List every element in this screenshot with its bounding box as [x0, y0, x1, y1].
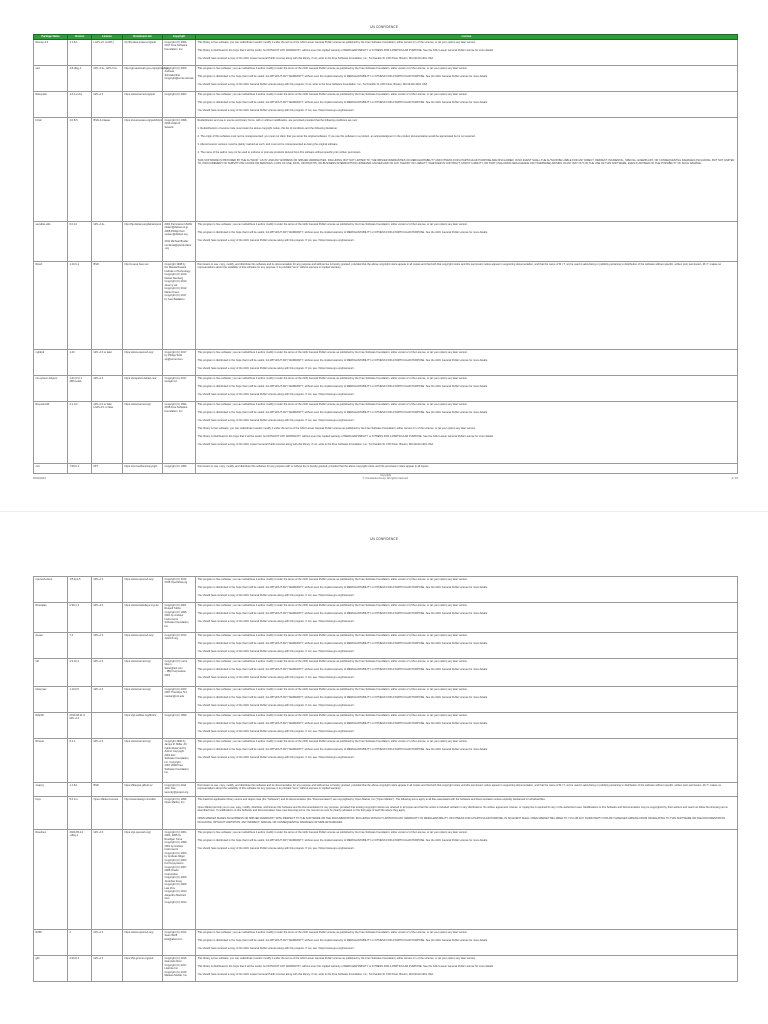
license-paragraph: This program is free software; you can redistribute it and/or modify it under the terms of the GNU General Public License as published by the Free Software Foundation; either version 2 of the License, or (at your option) any later version.	[197, 222, 468, 226]
copyright-cell: Copyright (C) 1999	[163, 713, 196, 739]
download-link-cell[interactable]: https://www.openssh.org/	[123, 350, 163, 376]
license-paragraph: This program is distributed in the hope that it will be useful, but WITHOUT ANY WARRANTY; without even the implied warranty of MERCHANTABILITY or FITNESS FOR A PARTICULAR PURPOSE. See the GNU General Public License for more details.	[197, 585, 488, 589]
download-link-cell[interactable]: https://git.netfilter.org/libnfn/	[123, 713, 163, 739]
license-cell: Open Market License	[92, 797, 123, 830]
package-name-cell: sdl	[34, 659, 68, 687]
version-cell: 1.43	[68, 350, 92, 376]
license-paragraph: This library is distributed in the hope that it will be useful, but WITHOUT ANY WARRANTY; without even the implied warranty of MERCHANTABILITY or FITNESS FOR A PARTICULAR PURPOSE. See the GNU Lesser General Public License for more details.	[197, 964, 494, 968]
table-row	[34, 262, 738, 350]
license-cell: GPL-2.0	[92, 633, 123, 659]
table-row	[34, 783, 738, 797]
confidentiality-label: UN CONFIDENCE	[370, 25, 398, 29]
version-cell: 2020-05-14 +dfsg-1	[68, 830, 92, 930]
package-name-cell: lotterysec	[34, 687, 68, 713]
license-cell: BSD	[92, 262, 123, 350]
copyright-cell: Copyright (C) 1991- 2018 Free Software Foundation, Inc.	[163, 402, 196, 464]
download-link-cell[interactable]: https://www.thekelleys.org.uk/	[123, 603, 163, 633]
license-cell: GPL-2.0+	[92, 222, 123, 262]
package-name-cell: glib	[34, 956, 68, 982]
column-header: Copyright	[163, 35, 196, 40]
column-header: Download Link	[123, 35, 163, 40]
download-link-cell[interactable]: https://ftp.gnome.org/pub	[123, 956, 163, 982]
copyright-cell: Copyright (C) 2017 Google Inc.	[163, 376, 196, 402]
package-name-cell: libssh	[34, 262, 68, 350]
download-link-cell[interactable]: https://www.openssh.org/	[123, 930, 163, 956]
package-name-cell: bzip2	[34, 118, 68, 222]
copyright-cell: Copyright (C) 2011 John Doe security@project.org	[163, 783, 196, 797]
download-link-cell[interactable]: https://libexpat.github.io/	[123, 783, 163, 797]
table-row	[34, 577, 738, 603]
column-header: Version	[68, 35, 92, 40]
footer-copyright	[33, 474, 738, 480]
download-link-cell[interactable]: https://curl.se/docs/copyright	[123, 464, 163, 474]
copyright-cell: Copyright (C) 2017 by Philipp Stolz spi@some.dom	[163, 350, 196, 376]
download-link-cell[interactable]: https://www.kernel.org/pub	[123, 92, 163, 118]
license-text-cell	[196, 603, 738, 633]
package-name-cell: libsoup-4.0	[34, 40, 68, 66]
license-cell: GPL-2.0	[92, 659, 123, 687]
document-page-2	[0, 512, 768, 1024]
license-cell: GPL-2.0 or later LGPL-2.1 or later	[92, 402, 123, 464]
license-cell: GPL-2.0	[92, 92, 123, 118]
package-name-cell: snappy	[34, 783, 68, 797]
download-link-cell[interactable]: https://git.openssh.org/	[123, 830, 163, 930]
table-row	[34, 402, 738, 464]
license-text-cell	[196, 577, 738, 603]
license-paragraph: This program is free software; you can redistribute it and/or modify it under the terms of the GNU General Public License as published by the Free Software Foundation; either version 2 of the License, or (at your option) any later version.	[197, 376, 468, 380]
license-paragraph: THIS SOFTWARE IS PROVIDED BY THE AUTHOR ``AS IS'' AND ANY EXPRESS OR IMPLIED WARRANTIES, INCLUDING, BUT NOT LIMITED TO, THE IMPLIED WARRANTIES OF MERCHANTABILITY AND FITNESS FOR A PARTICULAR PURPOSE ARE DISCLAIMED. IN NO EVENT SHALL THE AUTHOR BE LIABLE FOR ANY DIRECT, INDIRECT, INCIDENTAL, SPECIAL, EXEMPLARY, OR CONSEQUENTIAL DAMAGES (INCLUDING, BUT NOT LIMITED TO, PROCUREMENT OF SUBSTITUTE GOODS OR SERVICES; LOSS OF USE, DATA, OR PROFITS; OR BUSINESS INTERRUPTION) HOWEVER CAUSED AND ON ANY THEORY OF LIABILITY, WHETHER IN CONTRACT, STRICT LIABILITY, OR TORT (INCLUDING NEGLIGENCE OR OTHERWISE) ARISING IN ANY WAY OUT OF THE USE OF THIS SOFTWARE, EVEN IF ADVISED OF THE POSSIBILITY OF SUCH DAMAGE.	[197, 158, 735, 165]
license-cell: LGPL-2.1 (LGPL)	[92, 40, 123, 66]
license-paragraph: This program is free software; you can redistribute it and/or modify it under the terms of the GNU General Public License as published by the Free Software Foundation; either version 2 of the License, or (at your option) any later version.	[197, 739, 468, 743]
version-cell: 2.9.10-1	[68, 659, 92, 687]
version-cell: 1.10.0.5	[68, 687, 92, 713]
version-cell: 1.6.1-2+b1	[68, 92, 92, 118]
package-name-cell: libnetplan	[34, 603, 68, 633]
license-text-cell	[196, 713, 738, 739]
copyright-cell: Copyright (C) 2020 2007 Theodore Ts'o macker@mit.edu	[163, 687, 196, 713]
package-name-cell: libffi8	[34, 930, 68, 956]
license-paragraph: This program is free software; you can redistribute it and/or modify it under the terms of the GNU General Public License as published by the Free Software Foundation; either version 3 of the License, or (at your option) any later version.	[197, 603, 468, 607]
package-name-cell: da-tee	[34, 633, 68, 659]
license-paragraph: You should have received a copy of the GNU General Public License along with this program. If not, see <https://www.gnu.org/licenses/>.	[197, 703, 355, 707]
license-text-cell	[196, 464, 738, 474]
table-row	[34, 376, 738, 402]
license-paragraph: Permission to use, copy, modify, and distribute this software and its documentation for any purpose and without fee is hereby granted, provided that the above copyright notice appear in all copies and that both that copyright notice and this permission notice appear in supporting documentation, and that the name of M.I.T. not be used in advertising or publicity pertaining to distribution of the software without specific, written prior permission. M.I.T. makes no representations about the suitability of this software for any purpose. It is provided "as is" without express or implied warranty.	[197, 783, 722, 790]
license-cell: GPL-2.0	[92, 376, 123, 402]
license-paragraph: Redistribution and use in source and binary forms, with or without modification, are permitted provided that the following conditions are met:	[197, 118, 358, 122]
license-paragraph: This program is free software; you can redistribute it and/or modify it under the terms of the GNU General Public License as published by the Free Software Foundation; either version 2 of the License, or (at your option) any later version.	[197, 687, 468, 691]
column-header: Package Name	[34, 35, 68, 40]
license-paragraph: This program is distributed in the hope that it will be useful, but WITHOUT ANY WARRANTY; without even the implied warranty of MERCHANTABILITY or FITNESS FOR A PARTICULAR PURPOSE. See the GNU General Public License for more details.	[197, 611, 488, 615]
copyright-cell: Copyright (C) 2001 Russell Tubbs Copyright (C) 1995, 2001 by Andrew Instruments Software Foundation, Inc.	[163, 603, 196, 633]
table-row	[34, 464, 738, 474]
license-paragraph: You should have received a copy of the GNU General Public License along with this program. If not, see <https://www.gnu.org/licenses/>.	[197, 649, 355, 653]
version-cell: 2010-08-11-5 GPL-2.0	[68, 713, 92, 739]
package-name-cell: sed	[34, 66, 68, 92]
license-paragraph: This library is distributed in the hope that it will be useful, but WITHOUT ANY WARRANTY; without even the implied warranty of MERCHANTABILITY or FITNESS FOR A PARTICULAR PURPOSE. See the GNU Lesser General Public License for more details.	[197, 48, 494, 52]
license-paragraph: This program is free software; you can redistribute it and/or modify it under the terms of the GNU General Public License as published by the Free Software Foundation; either version 2 of the License, or (at your option) any later version.	[197, 659, 468, 663]
footer-copyright-line: Copyright	[379, 474, 392, 477]
confidentiality-label: UN CONFIDENCE	[370, 537, 398, 541]
license-paragraph: You should have received a copy of the GNU General Public License along with this program. If not, see <https://www.gnu.org/licenses/>.	[197, 755, 355, 759]
license-paragraph: This program is distributed in the hope that it will be useful, but WITHOUT ANY WARRANTY; without even the implied warranty of MERCHANTABILITY or FITNESS FOR A PARTICULAR PURPOSE. See the GNU General Public License for more details.	[197, 667, 488, 671]
license-text-cell	[196, 659, 738, 687]
download-link-cell[interactable]: https://sourceware.org/pub/bzip2	[123, 118, 163, 222]
table-row	[34, 66, 738, 92]
license-paragraph: You should have received a copy of the GNU General Public License along with this program. If not, see <https://www.gnu.org/licenses/>.	[197, 392, 355, 396]
license-paragraph: You should have received a copy of the GNU General Public License along with this program. If not, see <https://www.gnu.org/licenses/>.	[197, 418, 355, 422]
copyright-cell: Copyright (C) 2015 Giancarlo Ravi Copyright (C) 2017 Litebrite Inc. Copyright (C) 2019 Mattess Mobile, Inc.	[163, 956, 196, 982]
license-paragraph: This program is free software; you can redistribute it and/or modify it under the terms of the GNU General Public License as published by the Free Software Foundation; either version 2 of the License, or (at your option) any later version.	[197, 402, 468, 406]
license-text-cell	[196, 687, 738, 713]
license-paragraph: This program is free software; you can redistribute it and/or modify it under the terms of the GNU General Public License as published by the Free Software Foundation; either version 2 of the License, or (at your option) any later version.	[197, 577, 468, 581]
package-name-cell: libsystemd0	[34, 402, 68, 464]
table-row	[34, 92, 738, 118]
license-cell: MIT	[92, 464, 123, 474]
license-paragraph: This library is free software; you can redistribute it and/or modify it under the terms of the GNU Lesser General Public License as published by the Free Software Foundation; either version 2.1 of the License, or (at your option) any later version.	[197, 956, 476, 960]
license-paragraph: You should have received a copy of the GNU General Public License along with this program. If not, see <https://www.gnu.org/licenses/>.	[197, 946, 355, 950]
copyright-cell: Copyright (C) Lorrie Glenn Seiler@aol.com -- IBM Corporation 2001	[163, 659, 196, 687]
license-paragraph: This program is distributed in the hope that it will be useful, but WITHOUT ANY WARRANTY; without even the implied warranty of MERCHANTABILITY or FITNESS FOR A PARTICULAR PURPOSE. See the GNU General Public License for more details.	[197, 641, 488, 645]
license-paragraph: This program is free software; you can redistribute it and/or modify it under the terms of the GNU General Public License as published by the Free Software Foundation; either version 2 of the License, or (at your option) any later version.	[197, 92, 468, 96]
license-cell: GPL-2.0	[92, 930, 123, 956]
download-link-cell[interactable]: https://snapshot.debian.net/	[123, 376, 163, 402]
version-cell: 0.0.14	[68, 222, 92, 262]
package-name-cell: bsys	[34, 797, 68, 830]
license-cell: GPL-3.0	[92, 603, 123, 633]
license-paragraph: 1. Redistributions of source code must retain the above copyright notice, this list of conditions and the following disclaimer.	[197, 126, 338, 130]
license-paragraph: This program is free software; you can redistribute it and/or modify it under the terms of the GNU General Public License as published by the Free Software Foundation; either version 3 of the License, or (at your option) any later version.	[197, 66, 468, 70]
download-link-cell[interactable]: https://www.openssh.org/	[123, 577, 163, 603]
license-cell: GPL-2.0	[92, 830, 123, 930]
table-row	[34, 930, 738, 956]
table-row	[34, 118, 738, 222]
package-name-cell: libselinux	[34, 830, 68, 930]
license-text-cell	[196, 40, 738, 66]
license-table-body	[34, 577, 738, 982]
license-cell: BSD	[92, 783, 123, 797]
copyright-cell: Copyright (C) 2013 JohnFX.org	[163, 633, 196, 659]
table-row	[34, 830, 738, 930]
version-cell: 2.66.8-1	[68, 956, 92, 982]
copyright-cell: Copyright (C) 2014 Sean Wolff liriel@abel.com	[163, 930, 196, 956]
license-paragraph: This program is free software; you can redistribute it and/or modify it under the terms of the GNU General Public License as published by the Free Software Foundation; either version 2 of the License, or (at your option) any later version.	[197, 633, 468, 637]
license-paragraph: Open Market permits you to use, copy, modify, distribute, and license this Software and the Documentation for any purpose, provided that existing copyright notices are retained in all copies and that this notice is included verbatim in any distributions. No written agreement, license, or royalty fee is required for any of the authorized uses. Modifications to this Software and Documentation may be copyrighted by their authors and need not follow the licensing terms described here. If modifications to this Software and Documentation have new licensing terms, the new terms must be clearly indicated on the first page of each file where they apply.	[197, 805, 728, 812]
version-cell: 1:8.4p1-5	[68, 577, 92, 603]
copyright-cell: Copyright 1998 by the Massachusetts Institute of Technology. Copyright (C) 2010 Daniel Stenberg Copyright (C) 2013 Jeremy Lal Copyright (C) 2012 Marko Kreen Copyright (C) 2017 by Ivan Baidakou	[163, 262, 196, 350]
license-paragraph: This program is distributed in the hope that it will be useful, but WITHOUT ANY WARRANTY; without even the implied warranty of MERCHANTABILITY or FITNESS FOR A PARTICULAR PURPOSE. See the GNU General Public License for more details.	[197, 358, 488, 362]
license-text-cell	[196, 830, 738, 930]
license-paragraph: You should have received a copy of the GNU General Public License along with this program. If not, see <https://www.gnu.org/licenses/>.	[197, 593, 355, 597]
license-cell: GPL-2.0 or later	[92, 350, 123, 376]
license-text-cell	[196, 739, 738, 783]
license-paragraph: This program is distributed in the hope that it will be useful, but WITHOUT ANY WARRANTY; without even the implied warranty of MERCHANTABILITY or FITNESS FOR A PARTICULAR PURPOSE. See the GNU General Public License for more details.	[197, 721, 488, 725]
license-paragraph: This program is free software; you can redistribute it and/or modify it under the terms of the GNU General Public License as published by the Free Software Foundation; either version 2 of the License, or (at your option) any later version.	[197, 830, 468, 834]
license-text-cell	[196, 350, 738, 376]
license-paragraph: This program is distributed in the hope that it will be useful, but WITHOUT ANY WARRANTY; without even the implied warranty of MERCHANTABILITY or FITNESS FOR A PARTICULAR PURPOSE. See the GNU General Public License for more details.	[197, 410, 488, 414]
license-paragraph: You should have received a copy of the GNU Lesser General Public License along with this library; if not, write to the Free Software Foundation, Inc., 51 Franklin St, Fifth Floor, Boston, MA 02110-1301 USA	[197, 442, 434, 446]
copyright-cell: 2001 Permission UMAS clicker@debian.or.jp 2008 Philipp Kern system@debian.org 2011 Michael Bruder mrcdevel@gbook.fabor .org	[163, 222, 196, 262]
table-row	[34, 687, 738, 713]
license-paragraph: This library is free software; you can redistribute it and/or modify it under the terms of the GNU Lesser General Public License as published by the Free Software Foundation; either version 2.1 of the License, or (at your option) any later version.	[197, 40, 476, 44]
download-link-cell[interactable]: https://www.kernel.org/	[123, 687, 163, 713]
license-paragraph: This program is free software; you can redistribute it and/or modify it under the terms of the GNU General Public License as published by the Free Software Foundation; either version 2 of the License, or (at your option) any later version.	[197, 713, 468, 717]
copyright-cell: Copyright (C) 1996	[163, 464, 196, 474]
copyright-cell: Copyright (C) 2001, 2003, 2005 by Ruediger Tuma Copyright (C) 1999, 2001 by Andrew Instruments Copyright (C) 2003, by Andreas Dilger Copyright (C) 2004 KAI Keysystems Copyright (C) 2007, 2008 Oracle Corporation Copyright (C) 2009 Jonathan Foug Copyright (C) 2009 Lavi Zins Copyright (C) 2013 Alejandro Martinez Goo Copyright (C) 2014	[163, 830, 196, 930]
version-cell: 1.60 (0.0.1 ABC)+deb	[68, 376, 92, 402]
download-link-cell[interactable]: http://git.savannah.gnu.org/cgit/sed.git	[123, 66, 163, 92]
download-link-cell[interactable]: https://www.kernel.org/	[123, 659, 163, 687]
license-paragraph: This program is distributed in the hope that it will be useful, but WITHOUT ANY WARRANTY; without even the implied warranty of MERCHANTABILITY or FITNESS FOR A PARTICULAR PURPOSE. See the GNU General Public License for more details.	[197, 695, 488, 699]
table-row	[34, 633, 738, 659]
table-row	[34, 603, 738, 633]
license-table	[33, 576, 738, 982]
license-paragraph: This program is distributed in the hope that it will be useful, but WITHOUT ANY WARRANTY; without even the implied warranty of MERCHANTABILITY or FITNESS FOR A PARTICULAR PURPOSE. See the GNU General Public License for more details.	[197, 938, 488, 942]
license-paragraph: OPEN MARKET MAKES NO EXPRESS OR IMPLIED WARRANTY WITH RESPECT TO THE SOFTWARE OR THE DOCUMENTATION, INCLUDING WITHOUT LIMITATION ANY WARRANTY OF MERCHANTABILITY OR FITNESS FOR A PARTICULAR PURPOSE. IN NO EVENT SHALL OPEN MARKET BE LIABLE TO YOU OR ANY THIRD PARTY FOR ANY DAMAGES ARISING FROM OR RELATING TO THIS SOFTWARE OR THE DOCUMENTATION, INCLUDING, WITHOUT LIMITATION, ANY INDIRECT, SPECIAL OR CONSEQUENTIAL DAMAGES OR SIMILAR DAMAGES.	[197, 817, 726, 824]
license-paragraph: You should have received a copy of the GNU General Public License along with this program. If not, see <https://www.gnu.org/licenses/>.	[197, 675, 355, 679]
license-cell	[92, 713, 123, 739]
version-cell: 1.1.8-1	[68, 40, 92, 66]
version-cell: 4.8-dfsg-1	[68, 66, 92, 92]
license-text-cell	[196, 930, 738, 956]
table-row	[34, 713, 738, 739]
version-cell: 1.0.8-5	[68, 118, 92, 222]
package-name-cell: libbpfbl	[34, 713, 68, 739]
license-paragraph: This program is distributed in the hope that it will be useful, but WITHOUT ANY WARRANTY; without even the implied warranty of MERCHANTABILITY or FITNESS FOR A PARTICULAR PURPOSE. See the GNU General Public License for more details.	[197, 100, 488, 104]
license-cell: GPL-2.0	[92, 577, 123, 603]
license-paragraph: You should have received a copy of the GNU Lesser General Public License along with this library; if not, write to the Free Software Foundation, Inc., 51 Franklin St, Fifth Floor, Boston, MA 02110-1301 USA	[197, 56, 434, 60]
download-link-cell[interactable]: ftp://ftp.alsa-project.org/pub	[123, 40, 163, 66]
copyright-cell: Copyright (C) 2004	[163, 92, 196, 118]
license-paragraph: You should have received a copy of the GNU General Public License along with this program. If not, see <https://www.gnu.org/licenses/>.	[197, 619, 355, 623]
license-paragraph: You should have received a copy of the GNU General Public License along with this program. If not, see <https://www.gnu.org/licenses/>.	[197, 846, 355, 850]
package-name-cell: libkeyutils	[34, 92, 68, 118]
package-name-cell: init-system-helpers	[34, 376, 68, 402]
version-cell: 1.10.0-1	[68, 262, 92, 350]
license-paragraph: You should have received a copy of the GNU General Public License along with this program. If not, see <https://www.gnu.org/licenses/>.	[197, 729, 355, 733]
license-paragraph: You should have received a copy of the GNU General Public License along with this program. If not, see <https://www.gnu.org/licenses/>.	[197, 238, 355, 242]
table-row	[34, 739, 738, 783]
license-paragraph: This program is distributed in the hope that it will be useful, but WITHOUT ANY WARRANTY; without even the implied warranty of MERCHANTABILITY or FITNESS FOR A PARTICULAR PURPOSE. See the GNU General Public License for more details.	[197, 384, 488, 388]
version-cell: 0.99-1.4	[68, 603, 92, 633]
copyright-cell: Copyright (C) 1996 Open Market, Inc.	[163, 797, 196, 830]
license-text-cell	[196, 92, 738, 118]
version-cell: 7.4	[68, 633, 92, 659]
download-link-cell[interactable]: https://www.openssh.org/	[123, 633, 163, 659]
copyright-cell: Copyright (C) 1991- 2017 Free Software Foundation, Inc.	[163, 40, 196, 66]
table-row	[34, 350, 738, 376]
version-cell: 5.6.0-4	[68, 797, 92, 830]
license-paragraph: You should have received a copy of the GNU Lesser General Public License along with this library; if not, write to the Free Software Foundation, Inc., 51 Franklin St, Fifth Floor, Boston, MA 02110-1301 USA	[197, 972, 434, 976]
license-paragraph: This program is free software; you can redistribute it and/or modify it under the terms of the GNU General Public License as published by the Free Software Foundation; either version 2 of the License, or (at your option) any later version.	[197, 930, 468, 934]
footer-copyright-line: © Constantia Group, All rights reserved.	[362, 477, 409, 480]
version-cell: 7.68.0-1	[68, 464, 92, 474]
license-text-cell	[196, 956, 738, 982]
license-text-cell	[196, 376, 738, 402]
license-paragraph: 2. The origin of this software must not be misrepresented; you must not claim that you wrote the original software. If you use this software in a product, an acknowledgment in the product documentation would be appreciated but is not required.	[197, 134, 476, 138]
license-paragraph: This FastCGI application library source and object code (the "Software") and its documentation (the "Documentation") are copyrighted by Open Market, Inc ("Open Market"). The following terms apply to all files associated with the Software and Documentation unless explicitly disclaimed in individual files.	[197, 797, 546, 801]
version-cell: 6.1-1	[68, 739, 92, 783]
column-header: License	[92, 35, 123, 40]
copyright-cell: Copyright 1990 by James R. Miller. All rights Reserved by Author Copyright 2001 Eric Software Foundation, Inc. Copyright 2007 2008 Free Software Foundation, Inc.	[163, 739, 196, 783]
package-name-cell: openssh-client	[34, 577, 68, 603]
license-paragraph: 3. Altered source versions must be plainly marked as such, and must not be misrepresented as being the original software.	[197, 142, 339, 146]
download-link-cell[interactable]: http://c-ares.haxx.se/	[123, 262, 163, 350]
license-cell: GPL-2.0	[92, 956, 123, 982]
package-name-cell: libreset	[34, 739, 68, 783]
license-table	[33, 34, 738, 474]
copyright-cell: Copyright (C) 1996- 2019 Julian R Seward	[163, 118, 196, 222]
footer-page-number: 4 / 16	[731, 477, 738, 480]
license-cell: GPL-2.0	[92, 687, 123, 713]
license-cell: GPL-3.0+, GPL-3.0+	[92, 66, 123, 92]
license-table-body	[34, 40, 738, 474]
footer-date: 06/11/2024	[33, 477, 46, 480]
license-paragraph: This program is distributed in the hope that it will be useful, but WITHOUT ANY WARRANTY; without even the implied warranty of MERCHANTABILITY or FITNESS FOR A PARTICULAR PURPOSE. See the GNU General Public License for more details.	[197, 838, 488, 842]
download-link-cell[interactable]: http://www.fastcgi.com/dist/	[123, 797, 163, 830]
license-paragraph: This program is distributed in the hope that it will be useful, but WITHOUT ANY WARRANTY; without even the implied warranty of MERCHANTABILITY or FITNESS FOR A PARTICULAR PURPOSE. See the GNU General Public License for more details.	[197, 230, 488, 234]
license-paragraph: You should have received a copy of the GNU General Public License along with this program; if not, write to the Free Software Foundation, Inc., 51 Franklin St, Fifth Floor, Boston, MA 02110-1301 USA	[197, 82, 428, 86]
package-name-cell: curl	[34, 464, 68, 474]
column-header: License	[196, 35, 738, 40]
license-paragraph: Permission to use, copy, modify, and distribute this software and its documentation for any purpose and without fee is hereby granted, provided that the above copyright notice appear in all copies and that both that copyright notice and this permission notice appear in supporting documentation, and that the name of M.I.T. not be used in advertising or publicity pertaining to distribution of the software without specific, written prior permission. M.I.T. makes no representations about the suitability of this software for any purpose. It is provided "as is" without express or implied warranty.	[197, 262, 722, 269]
download-link-cell[interactable]: https://www.kernel.org/	[123, 402, 163, 464]
license-paragraph: This library is distributed in the hope that it will be useful, but WITHOUT ANY WARRANTY; without even the implied warranty of MERCHANTABILITY or FITNESS FOR A PARTICULAR PURPOSE. See the GNU Lesser General Public License for more details.	[197, 434, 494, 438]
license-cell: BSD-4-Clause	[92, 118, 123, 222]
license-paragraph: This program is distributed in the hope that it will be useful, but WITHOUT ANY WARRANTY; without even the implied warranty of MERCHANTABILITY or FITNESS FOR A PARTICULAR PURPOSE. See the GNU General Public License for more details.	[197, 747, 488, 751]
copyright-cell: Copyright (C) 2009 Andreas Schwab/other Copyright@some.domain	[163, 66, 196, 92]
license-text-cell	[196, 66, 738, 92]
package-name-cell: sensible-utils	[34, 222, 68, 262]
download-link-cell[interactable]: http://ftp.debian.org/debian/pool	[123, 222, 163, 262]
license-paragraph: Permission to use, copy, modify, and distribute this software for any purpose with or without fee is hereby granted, provided that the above copyright notice and this permission notice appear in all copies.	[197, 464, 430, 468]
license-paragraph: You should have received a copy of the GNU General Public License along with this program. If not, see <https://www.gnu.org/licenses/>.	[197, 108, 355, 112]
table-row	[34, 659, 738, 687]
table-row	[34, 956, 738, 982]
download-link-cell[interactable]: https://www.kernel.org/	[123, 739, 163, 783]
license-paragraph: This program is distributed in the hope that it will be useful, but WITHOUT ANY WARRANTY; without even the implied warranty of MERCHANTABILITY or FITNESS FOR A PARTICULAR PURPOSE. See the GNU General Public License for more details.	[197, 74, 488, 78]
table-row	[34, 797, 738, 830]
license-text-cell	[196, 402, 738, 464]
copyright-cell: Copyright (C) 2016 2018 OpenSSH.org	[163, 577, 196, 603]
license-paragraph: 4. The name of the author may not be used to endorse or promote products derived from this software without specific prior written permission.	[197, 150, 362, 154]
version-cell: 2	[68, 930, 92, 956]
table-row	[34, 222, 738, 262]
license-paragraph: This library is free software; you can redistribute it and/or modify it under the terms of the GNU Lesser General Public License as published by the Free Software Foundation; either version 2.1 of the License, or (at your option) any later version.	[197, 426, 476, 430]
license-text-cell	[196, 118, 738, 222]
license-paragraph: This program is free software; you can redistribute it and/or modify it under the terms of the GNU General Public License as published by the Free Software Foundation; either version 2 of the License, or (at your option) any later version.	[197, 350, 468, 354]
license-text-cell	[196, 633, 738, 659]
license-text-cell	[196, 262, 738, 350]
version-cell: 1.1.8-1	[68, 783, 92, 797]
package-name-cell: nghttp2	[34, 350, 68, 376]
license-text-cell	[196, 797, 738, 830]
version-cell: 2.1.0-2	[68, 402, 92, 464]
license-text-cell	[196, 783, 738, 797]
table-row	[34, 40, 738, 66]
license-paragraph: You should have received a copy of the GNU General Public License along with this program. If not, see <https://www.gnu.org/licenses/>.	[197, 366, 355, 370]
license-text-cell	[196, 222, 738, 262]
license-cell: GPL-2.0	[92, 739, 123, 783]
